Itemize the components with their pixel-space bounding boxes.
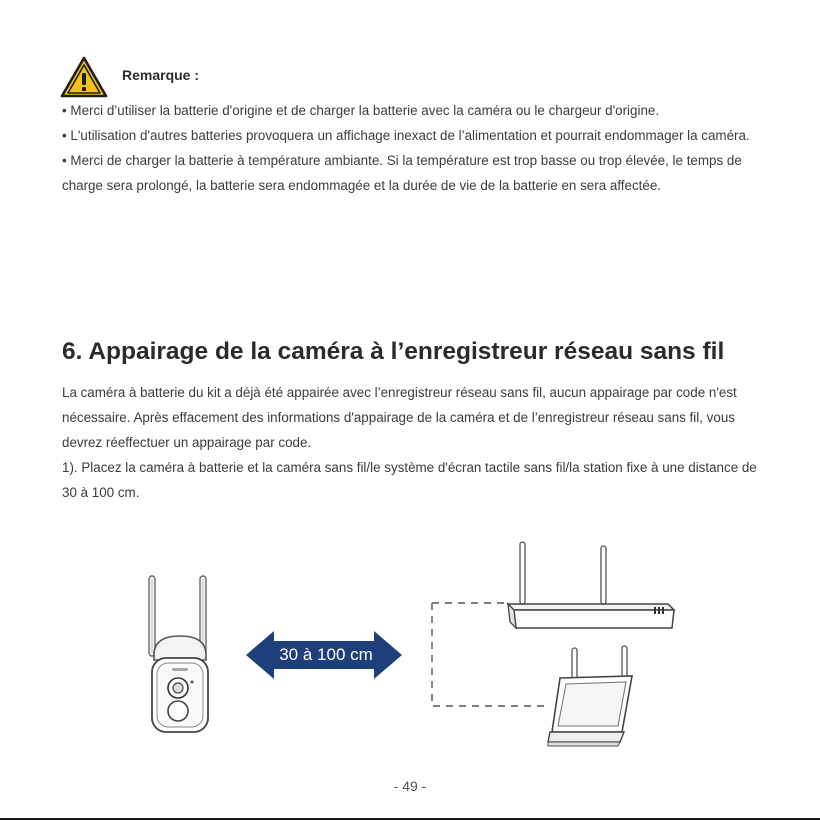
note-bullet: • Merci de charger la batterie à température ambiante. Si la température est trop basse ou trop élevée, le temps de charge sera prolongé, la batterie sera endommagée et la durée de vie de la batterie en sera affectée. [62, 153, 742, 193]
note-body [62, 98, 762, 198]
section-paragraph: La caméra à batterie du kit a déjà été appairée avec l’enregistreur réseau sans fil, aucun appairage par code n'est nécessaire. Après effacement des informations d'appairage de la caméra et de l’enregistreur réseau sans fil, vous devrez réeffectuer un appairage par code. [62, 385, 737, 450]
section-heading: 6. Appairage de la caméra à l’enregistreur réseau sans fil [62, 338, 725, 365]
warning-icon [60, 56, 108, 98]
nvr-recorder-illustration [500, 536, 680, 636]
section-body [62, 380, 772, 505]
distance-label: 30 à 100 cm [279, 645, 373, 664]
note-title: Remarque : [122, 67, 200, 83]
note-bullet: • L'utilisation d'autres batteries provoquera un affichage inexact de l’alimentation et pourrait endommager la caméra. [62, 128, 750, 143]
touch-screen-monitor-illustration [540, 642, 660, 754]
battery-camera-illustration [140, 570, 230, 745]
note-bullet: • Merci d’utiliser la batterie d'origine et de charger la batterie avec la caméra ou le chargeur d'origine. [62, 103, 660, 118]
page-number: - 49 - [393, 778, 427, 794]
section-paragraph: 1). Placez la caméra à batterie et la caméra sans fil/le système d'écran tactile sans fil/la station fixe à une distance de 30 à 100 cm. [62, 460, 757, 500]
